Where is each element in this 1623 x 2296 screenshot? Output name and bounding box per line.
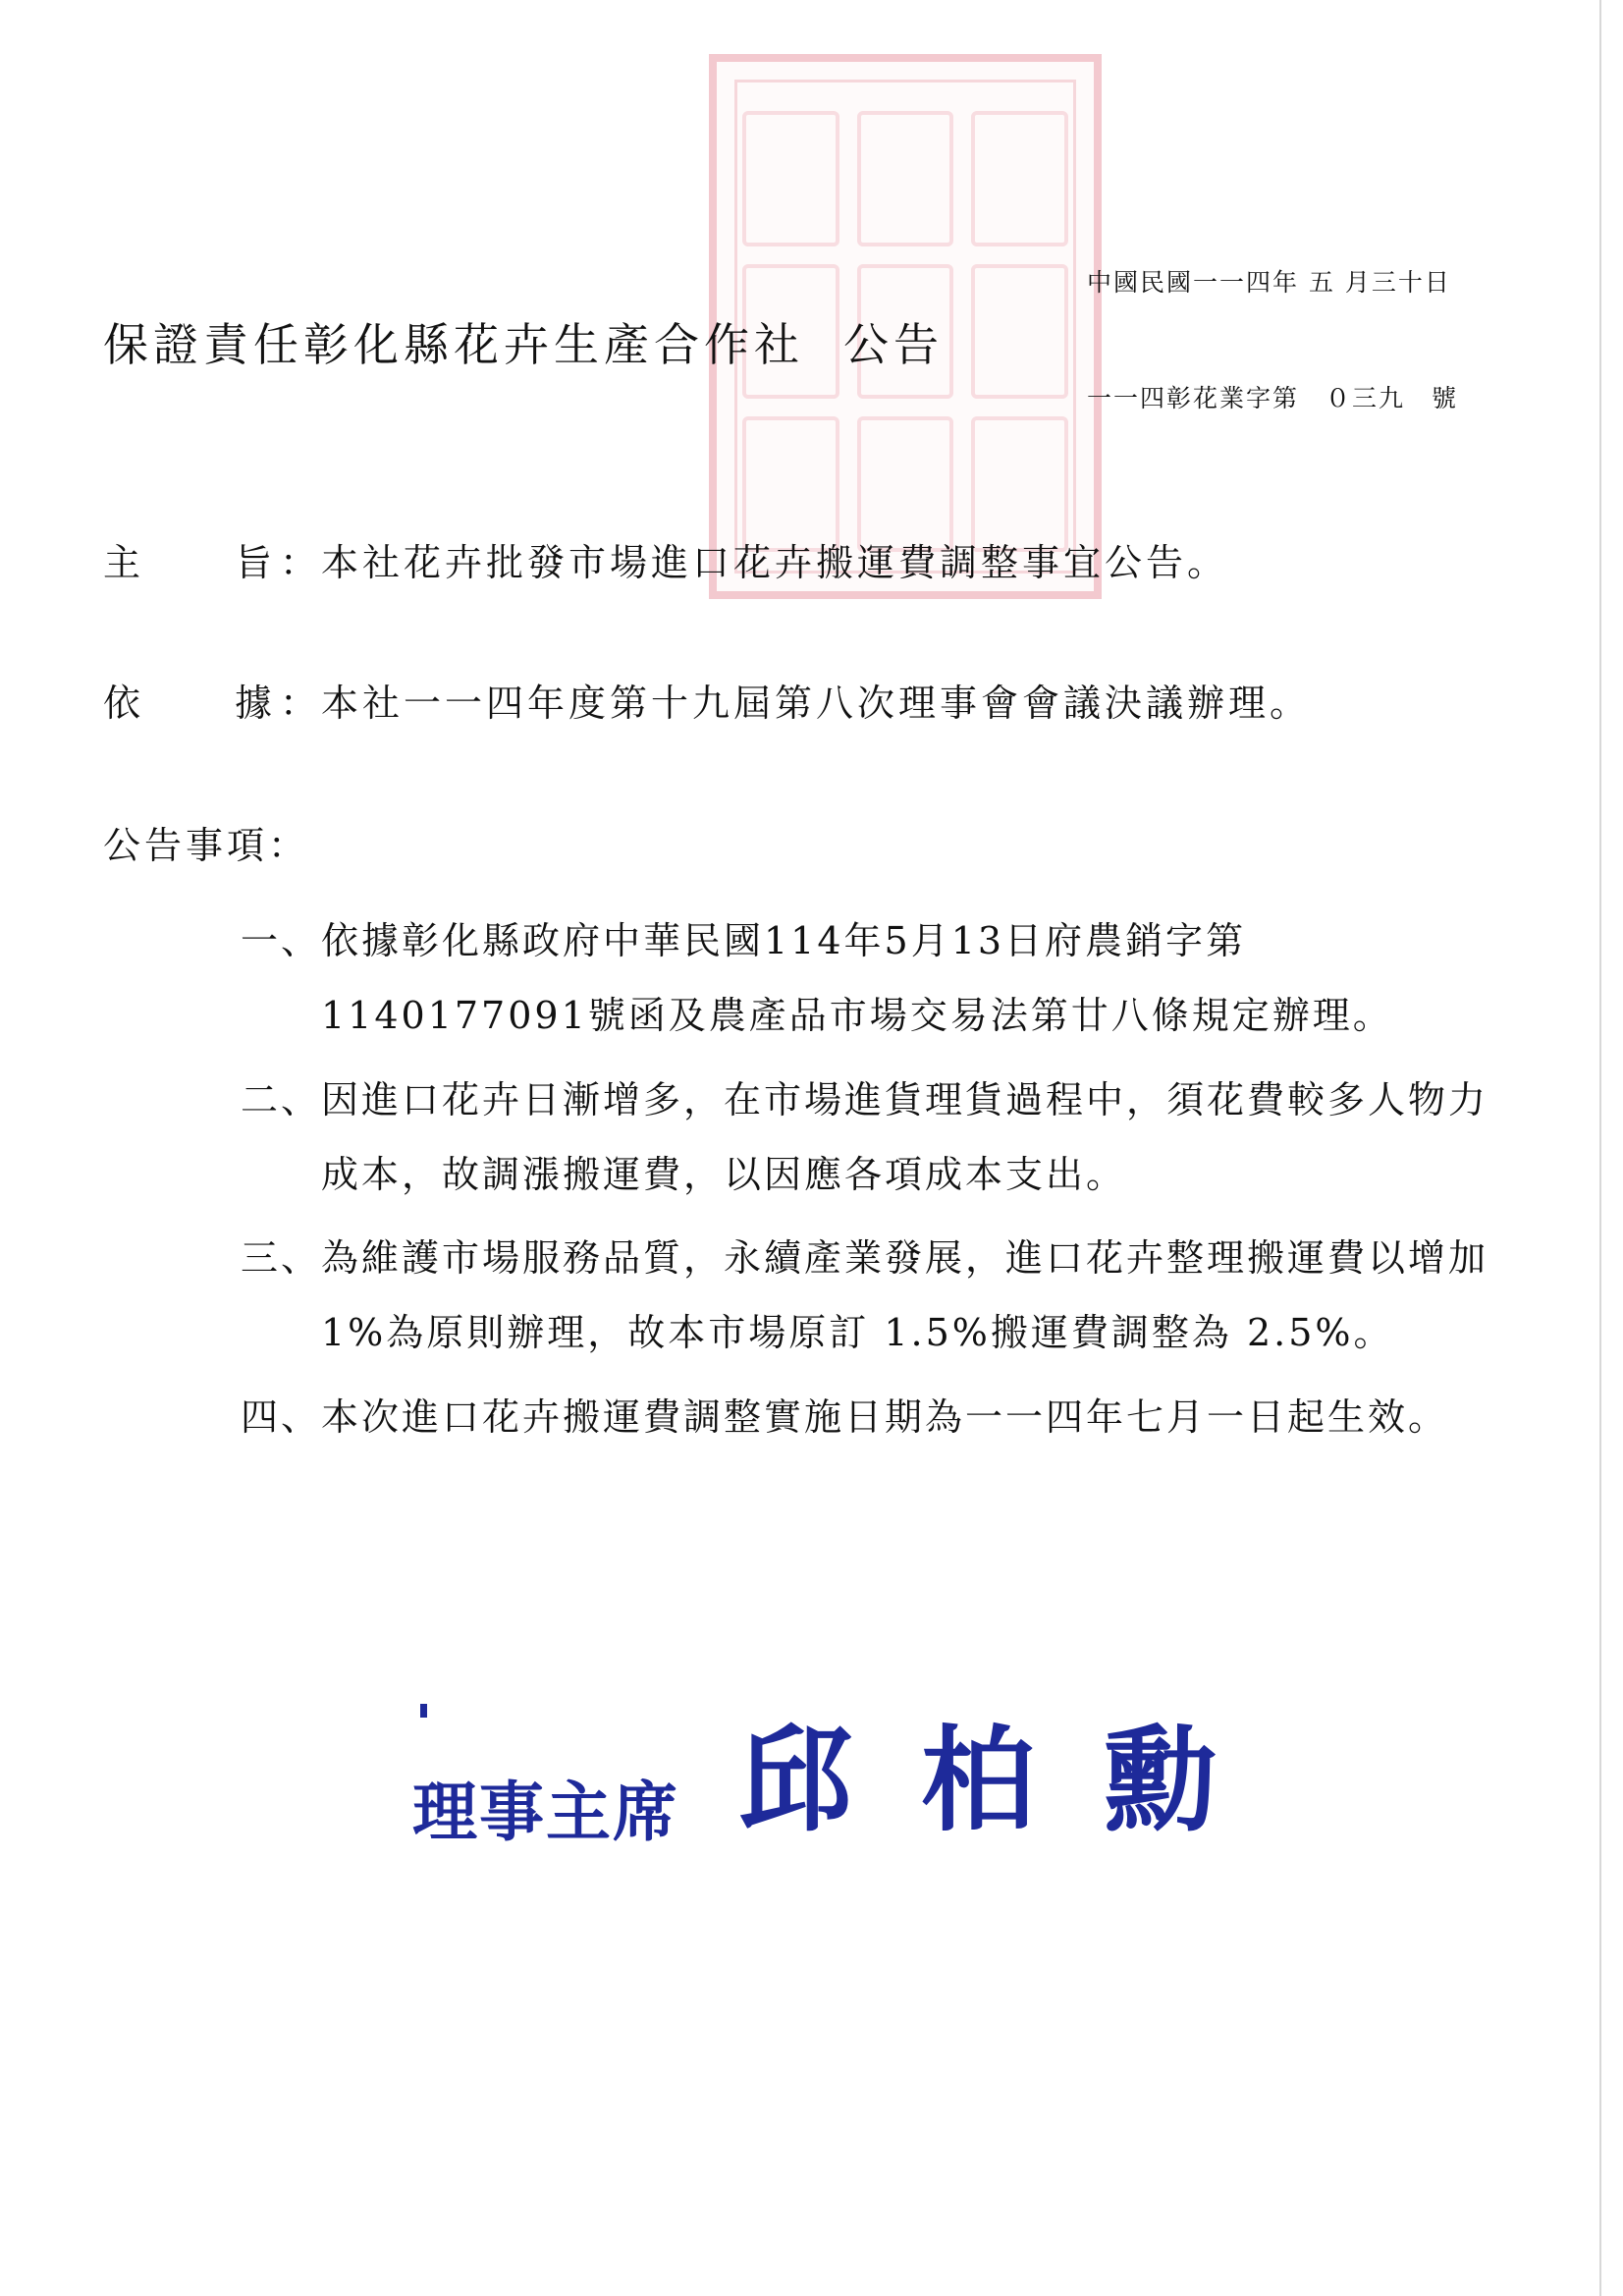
basis-label-char: 據 — [234, 682, 276, 725]
seal-glyph — [742, 111, 839, 246]
basis-field — [103, 673, 1311, 727]
organization-name: 保證責任彰化縣花卉生產合作社 — [103, 318, 804, 371]
basis-label — [103, 673, 321, 727]
document-number: 一一四彰花業字第 ０三九 號 — [1087, 384, 1459, 412]
subject-label-tail — [235, 532, 321, 586]
signature-name: 邱柏勳 — [738, 1714, 1286, 1847]
basis-colon: ： — [279, 682, 321, 725]
basis-label-char: 依 — [103, 682, 145, 725]
item-text: 依據彰化縣政府中華民國114年5月13日府農銷字第1140177091號函及農產品市場交易法第廿八條規定辦理。 — [321, 919, 1393, 1037]
seal-glyph — [971, 264, 1068, 400]
seal-glyph — [857, 111, 954, 246]
announcement-item — [241, 903, 1507, 1053]
issue-date: 中國民國一一四年 五 月三十日 — [1087, 268, 1451, 297]
basis-text: 本社一一四年度第十九屆第八次理事會會議決議辦理。 — [321, 682, 1312, 725]
item-text: 因進口花卉日漸增多，在市場進貨理貨過程中，須花費較多人物力成本，故調漲搬運費，以因應各項成本支出。 — [321, 1078, 1489, 1196]
seal-glyph — [971, 111, 1068, 246]
scan-edge-line — [1599, 0, 1601, 2296]
announcement-item — [241, 1063, 1507, 1212]
subject-label-char: 旨 — [234, 541, 276, 584]
item-number: 四、 — [241, 1395, 322, 1439]
announcement-item — [241, 1221, 1507, 1370]
subject-label — [103, 532, 321, 586]
item-number: 三、 — [241, 1236, 322, 1280]
subject-label-char: 主 — [103, 541, 145, 584]
document-type: 公告 — [843, 318, 944, 371]
announcement-item — [241, 1380, 1507, 1454]
items-heading: 公告事項： — [103, 824, 310, 867]
chairman-signature-stamp — [412, 1689, 1286, 1853]
basis-label-tail — [235, 673, 321, 727]
document-title — [103, 309, 944, 374]
item-number: 二、 — [241, 1078, 322, 1121]
subject-colon: ： — [279, 541, 321, 584]
item-text: 本次進口花卉搬運費調整實施日期為一一四年七月一日起生效。 — [321, 1395, 1449, 1439]
subject-text: 本社花卉批發市場進口花卉搬運費調整事宜公告。 — [321, 541, 1229, 584]
subject-field — [103, 532, 1228, 586]
signature-role: 理事主席 — [412, 1774, 679, 1850]
item-number: 一、 — [241, 919, 322, 962]
item-text: 為維護市場服務品質，永續產業發展，進口花卉整理搬運費以增加 1%為原則辦理，故本市場原訂 1.5%搬運費調整為 2.5%。 — [321, 1236, 1489, 1354]
